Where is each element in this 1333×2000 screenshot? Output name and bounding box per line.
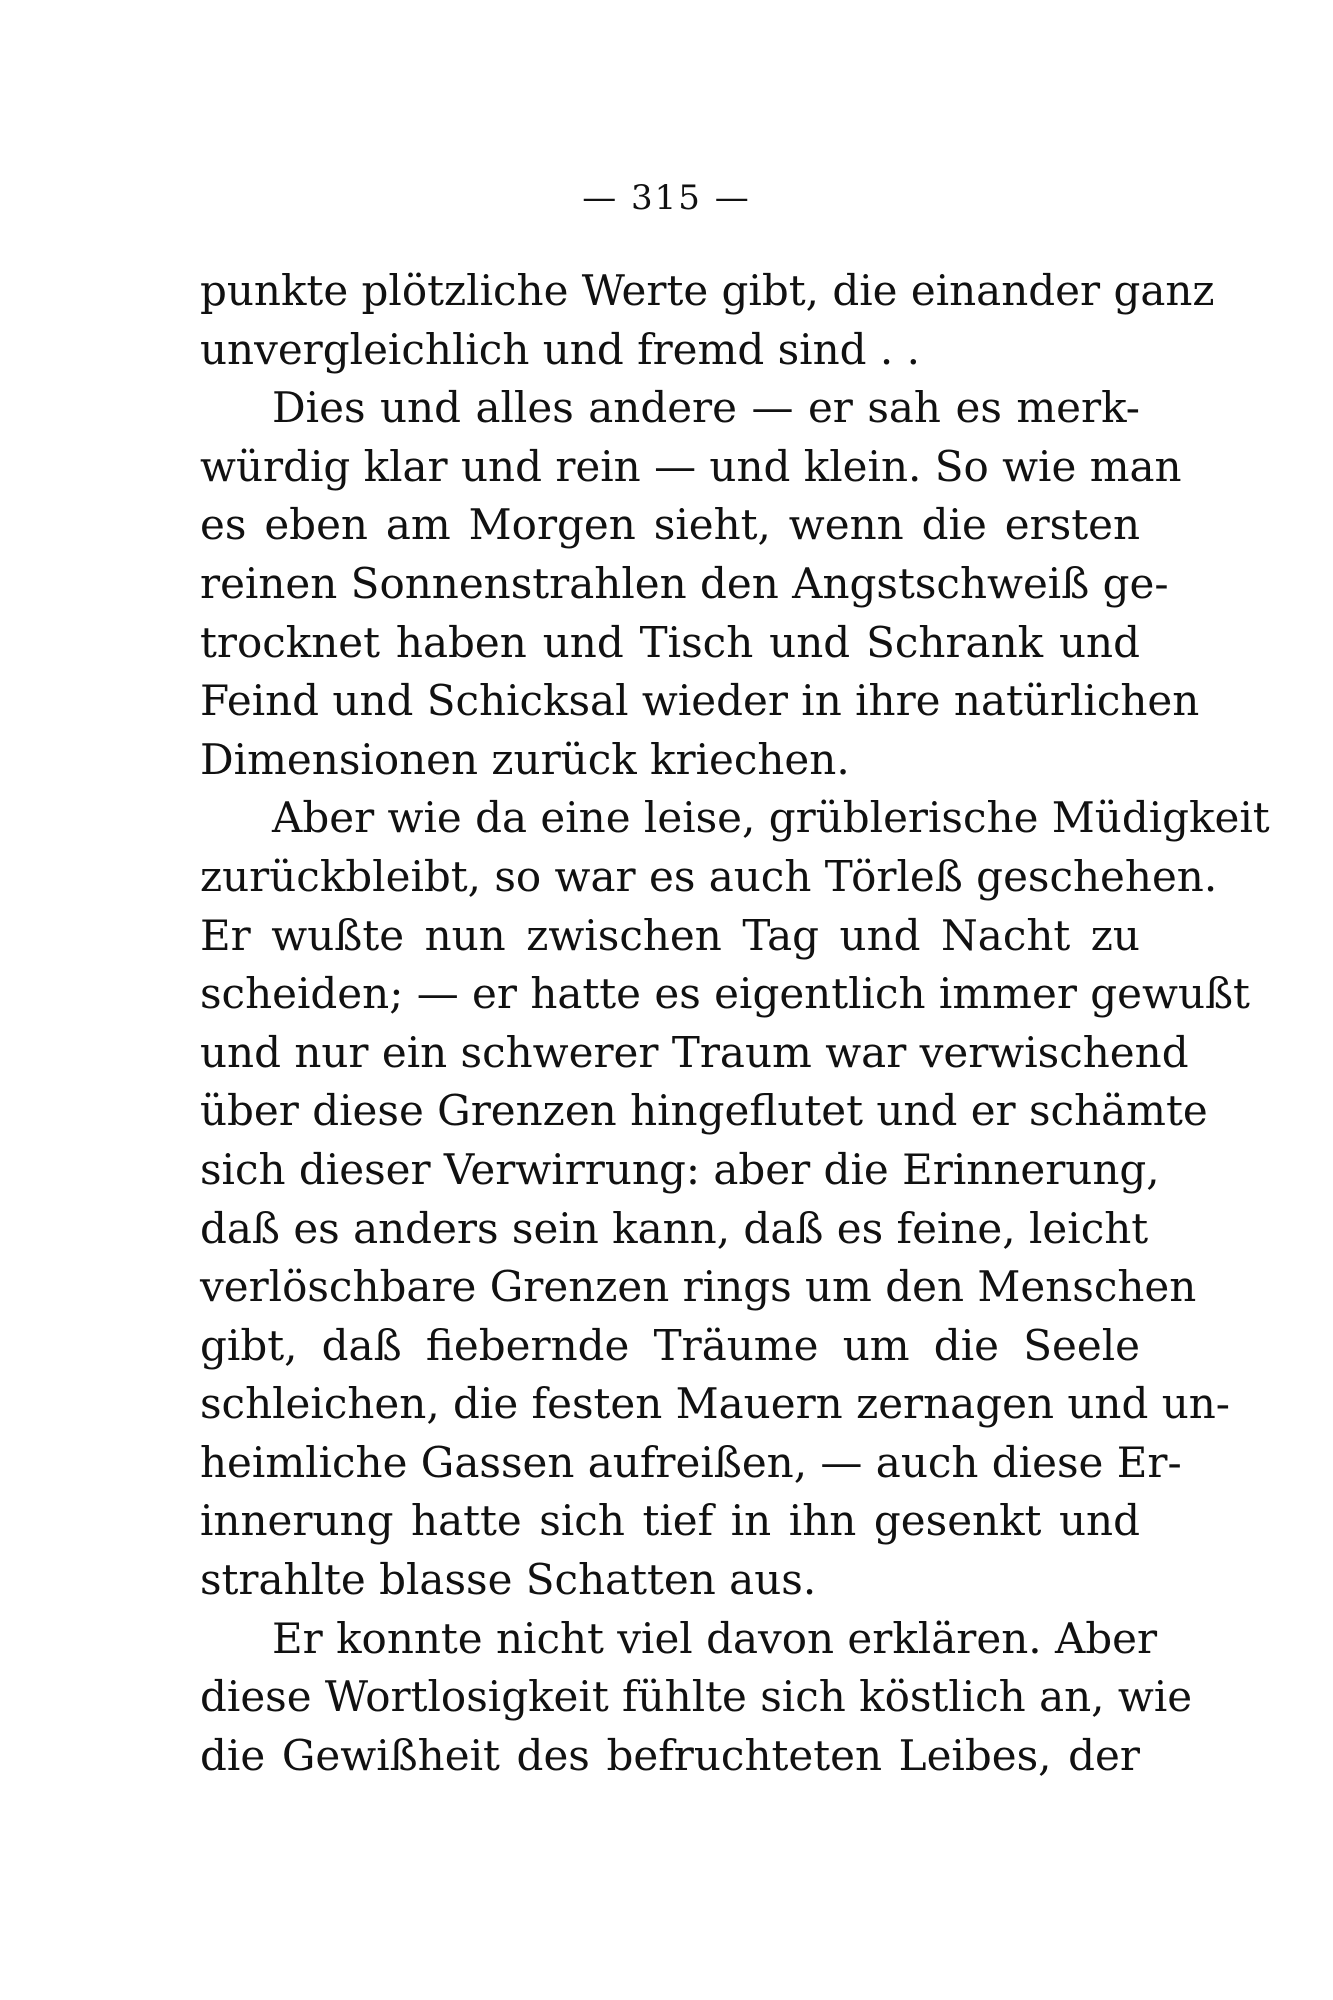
text-line: Feind und Schicksal wieder in ihre natürlichen [200, 676, 1200, 726]
text-line: würdig klar und rein — und klein. So wie man [200, 441, 1182, 491]
text-line: zurückbleibt, so war es auch Törleß geschehen. [200, 851, 1218, 901]
text-line: daß es anders sein kann, daß es feine, leicht [200, 1203, 1149, 1253]
text-line: scheiden; — er hatte es eigentlich immer gewußt [200, 969, 1250, 1019]
text-line: über diese Grenzen hingeflutet und er schämte [200, 1086, 1208, 1136]
text-line: und nur ein schwerer Traum war verwischend [200, 1027, 1189, 1077]
text-line: unvergleichlich und fremd sind . . [200, 324, 920, 374]
text-line: Er wußte nun zwischen Tag und Nacht zu [200, 910, 1140, 960]
text-line: sich dieser Verwirrung: aber die Erinnerung, [200, 1144, 1160, 1194]
text-line: es eben am Morgen sieht, wenn die ersten [200, 500, 1140, 550]
text-line: schleichen, die festen Mauern zernagen und un- [200, 1379, 1230, 1429]
text-line: strahlte blasse Schatten aus. [200, 1555, 817, 1605]
text-line: heimliche Gassen aufreißen, — auch diese Er- [200, 1437, 1182, 1487]
paragraph-start-line: Er konnte nicht viel davon erklären. Aber [272, 1613, 1158, 1663]
text-line: diese Wortlosigkeit fühlte sich köstlich an, wie [200, 1672, 1193, 1722]
paragraph-start-line: Dies und alles andere — er sah es merk- [272, 383, 1140, 433]
paragraph-start-line: Aber wie da eine leise, grüblerische Müdigkeit [272, 793, 1270, 843]
text-line: die Gewißheit des befruchteten Leibes, der [200, 1730, 1140, 1780]
text-line: punkte plötzliche Werte gibt, die einander ganz [200, 266, 1215, 315]
body-text [200, 262, 1270, 1785]
text-line: trocknet haben und Tisch und Schrank und [200, 617, 1140, 667]
page-number: — 315 — [582, 178, 751, 218]
text-line: innerung hatte sich tief in ihn gesenkt und [200, 1496, 1140, 1546]
text-line: reinen Sonnenstrahlen den Angstschweiß ge- [200, 558, 1169, 608]
text-line: verlöschbare Grenzen rings um den Menschen [200, 1262, 1197, 1312]
text-line: gibt, daß fiebernde Träume um die Seele [200, 1320, 1140, 1370]
text-line: Dimensionen zurück kriechen. [200, 734, 850, 784]
